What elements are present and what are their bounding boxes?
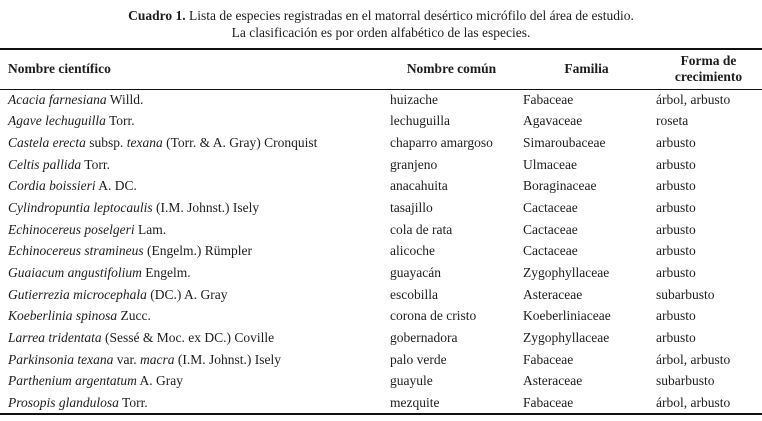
growth-form-cell: arbusto bbox=[656, 308, 696, 324]
scientific-name-italic-segment: Cylindropuntia leptocaulis bbox=[8, 200, 153, 216]
family-cell: Agavaceae bbox=[523, 113, 583, 129]
species-row bbox=[0, 241, 762, 263]
species-row bbox=[0, 111, 762, 133]
family-cell: Fabaceae bbox=[523, 351, 574, 367]
scientific-name-cell bbox=[0, 241, 385, 263]
family-cell: Koeberliniaceae bbox=[523, 308, 611, 324]
scientific-name-roman-segment: subsp. bbox=[85, 135, 127, 151]
family-cell: Asteraceae bbox=[523, 286, 583, 302]
scientific-name-cell bbox=[0, 132, 385, 154]
species-row bbox=[0, 197, 762, 219]
common-name-cell: cola de rata bbox=[390, 221, 453, 237]
species-row bbox=[0, 327, 762, 349]
growth-form-cell: arbusto bbox=[656, 265, 696, 281]
scientific-name-roman-segment: Willd. bbox=[106, 92, 144, 108]
scientific-name-cell bbox=[0, 392, 385, 414]
scientific-name-roman-segment: (Torr. & A. Gray) Cronquist bbox=[162, 135, 318, 151]
scientific-name-roman-segment: Zucc. bbox=[117, 308, 151, 324]
caption-line-1-text: Lista de especies registradas en el matorral desértico micrófilo del área de estudio. bbox=[188, 8, 634, 23]
species-row bbox=[0, 371, 762, 393]
family-cell: Cactaceae bbox=[523, 200, 578, 216]
common-name-cell: guayule bbox=[390, 373, 433, 389]
caption-line-2: La clasificación es por orden alfabético de las especies. bbox=[231, 25, 531, 40]
growth-form-cell: roseta bbox=[656, 113, 689, 129]
growth-form-cell: arbusto bbox=[656, 156, 696, 172]
scientific-name-roman-segment: (Sessé & Moc. ex DC.) Coville bbox=[101, 330, 275, 346]
header-forma-de-crecimiento: Forma de crecimiento bbox=[674, 53, 743, 85]
scientific-name-italic-segment: Gutierrezia microcephala bbox=[8, 286, 147, 302]
scientific-name-cell bbox=[0, 349, 385, 371]
family-cell: Boraginaceae bbox=[523, 178, 597, 194]
family-cell: Zygophyllaceae bbox=[523, 265, 610, 281]
family-cell: Cactaceae bbox=[523, 243, 578, 259]
header-nombre-cientifico: Nombre científico bbox=[8, 61, 111, 77]
scientific-name-cell bbox=[0, 197, 385, 219]
common-name-cell: chaparro amargoso bbox=[390, 135, 493, 151]
growth-form-cell: arbusto bbox=[656, 221, 696, 237]
scientific-name-italic-segment: macra bbox=[139, 351, 175, 367]
scientific-name-italic-segment: Echinocereus stramineus bbox=[8, 243, 144, 259]
species-row bbox=[0, 154, 762, 176]
header-nombre-comun: Nombre común bbox=[406, 61, 497, 77]
scientific-name-roman-segment: Torr. bbox=[118, 394, 148, 410]
common-name-cell: gobernadora bbox=[390, 330, 458, 346]
species-row bbox=[0, 262, 762, 284]
species-row bbox=[0, 392, 762, 414]
growth-form-cell: árbol, arbusto bbox=[656, 351, 731, 367]
species-row bbox=[0, 349, 762, 371]
species-table bbox=[0, 48, 762, 415]
scientific-name-italic-segment: Agave lechuguilla bbox=[8, 113, 106, 129]
scientific-name-cell bbox=[0, 284, 385, 306]
growth-form-cell: árbol, arbusto bbox=[656, 394, 731, 410]
growth-form-cell: arbusto bbox=[656, 200, 696, 216]
scientific-name-italic-segment: Parthenium argentatum bbox=[8, 373, 137, 389]
family-cell: Fabaceae bbox=[523, 92, 574, 108]
scientific-name-italic-segment: Guaiacum angustifolium bbox=[8, 265, 142, 281]
common-name-cell: lechuguilla bbox=[390, 113, 450, 129]
family-cell: Fabaceae bbox=[523, 394, 574, 410]
scientific-name-cell bbox=[0, 176, 385, 198]
common-name-cell: mezquite bbox=[390, 394, 440, 410]
family-cell: Simaroubaceae bbox=[523, 135, 606, 151]
family-cell: Ulmaceae bbox=[523, 156, 577, 172]
scientific-name-italic-segment: Castela erecta bbox=[8, 135, 86, 151]
scientific-name-roman-segment: (I.M. Johnst.) Isely bbox=[152, 200, 260, 216]
scientific-name-cell bbox=[0, 327, 385, 349]
species-row bbox=[0, 176, 762, 198]
common-name-cell: palo verde bbox=[390, 351, 447, 367]
scientific-name-cell bbox=[0, 306, 385, 328]
scientific-name-roman-segment: (I.M. Johnst.) Isely bbox=[174, 351, 281, 367]
species-row bbox=[0, 306, 762, 328]
scientific-name-cell bbox=[0, 371, 385, 393]
growth-form-cell: arbusto bbox=[656, 178, 696, 194]
scientific-name-italic-segment: Echinocereus poselgeri bbox=[8, 221, 135, 237]
scientific-name-roman-segment: Torr. bbox=[81, 156, 110, 172]
growth-form-cell: subarbusto bbox=[656, 286, 715, 302]
common-name-cell: alicoche bbox=[390, 243, 435, 259]
header-row bbox=[0, 49, 762, 89]
scientific-name-roman-segment: (Engelm.) Rümpler bbox=[143, 243, 252, 259]
scientific-name-cell bbox=[0, 89, 385, 111]
common-name-cell: tasajillo bbox=[390, 200, 433, 216]
common-name-cell: guayacán bbox=[390, 265, 441, 281]
growth-form-cell: arbusto bbox=[656, 135, 696, 151]
growth-form-cell: arbusto bbox=[656, 330, 696, 346]
caption-table-number: Cuadro 1. bbox=[128, 8, 186, 23]
scientific-name-italic-segment: Celtis pallida bbox=[8, 156, 82, 172]
family-cell: Cactaceae bbox=[523, 221, 578, 237]
growth-form-cell: arbusto bbox=[656, 243, 696, 259]
header-familia: Familia bbox=[564, 61, 609, 77]
species-row bbox=[0, 219, 762, 241]
scientific-name-italic-segment: Prosopis glandulosa bbox=[8, 394, 119, 410]
scientific-name-italic-segment: texana bbox=[126, 135, 163, 151]
common-name-cell: huizache bbox=[390, 92, 438, 108]
family-cell: Asteraceae bbox=[523, 373, 583, 389]
species-row bbox=[0, 132, 762, 154]
scientific-name-cell bbox=[0, 111, 385, 133]
scientific-name-roman-segment: var. bbox=[113, 351, 140, 367]
scientific-name-cell bbox=[0, 262, 385, 284]
common-name-cell: corona de cristo bbox=[390, 308, 477, 324]
caption-line-1 bbox=[0, 7, 762, 24]
scientific-name-roman-segment: A. DC. bbox=[95, 178, 137, 194]
scientific-name-roman-segment: Lam. bbox=[134, 221, 167, 237]
table-caption bbox=[0, 0, 762, 41]
growth-form-cell: árbol, arbusto bbox=[656, 92, 731, 108]
family-cell: Zygophyllaceae bbox=[523, 330, 610, 346]
species-table-body bbox=[0, 89, 762, 414]
scientific-name-roman-segment: Engelm. bbox=[141, 265, 191, 281]
scientific-name-italic-segment: Cordia boissieri bbox=[8, 178, 96, 194]
scientific-name-roman-segment: Torr. bbox=[105, 113, 135, 129]
scientific-name-roman-segment: (DC.) A. Gray bbox=[146, 286, 228, 302]
scientific-name-italic-segment: Parkinsonia texana bbox=[8, 351, 114, 367]
scientific-name-cell bbox=[0, 154, 385, 176]
scientific-name-italic-segment: Larrea tridentata bbox=[8, 330, 102, 346]
species-row bbox=[0, 284, 762, 306]
scientific-name-italic-segment: Koeberlinia spinosa bbox=[8, 308, 118, 324]
growth-form-cell: subarbusto bbox=[656, 373, 715, 389]
scientific-name-italic-segment: Acacia farnesiana bbox=[8, 92, 107, 108]
species-row bbox=[0, 89, 762, 111]
scientific-name-cell bbox=[0, 219, 385, 241]
common-name-cell: escobilla bbox=[390, 286, 438, 302]
common-name-cell: anacahuita bbox=[390, 178, 448, 194]
scientific-name-roman-segment: A. Gray bbox=[136, 373, 183, 389]
common-name-cell: granjeno bbox=[390, 156, 438, 172]
